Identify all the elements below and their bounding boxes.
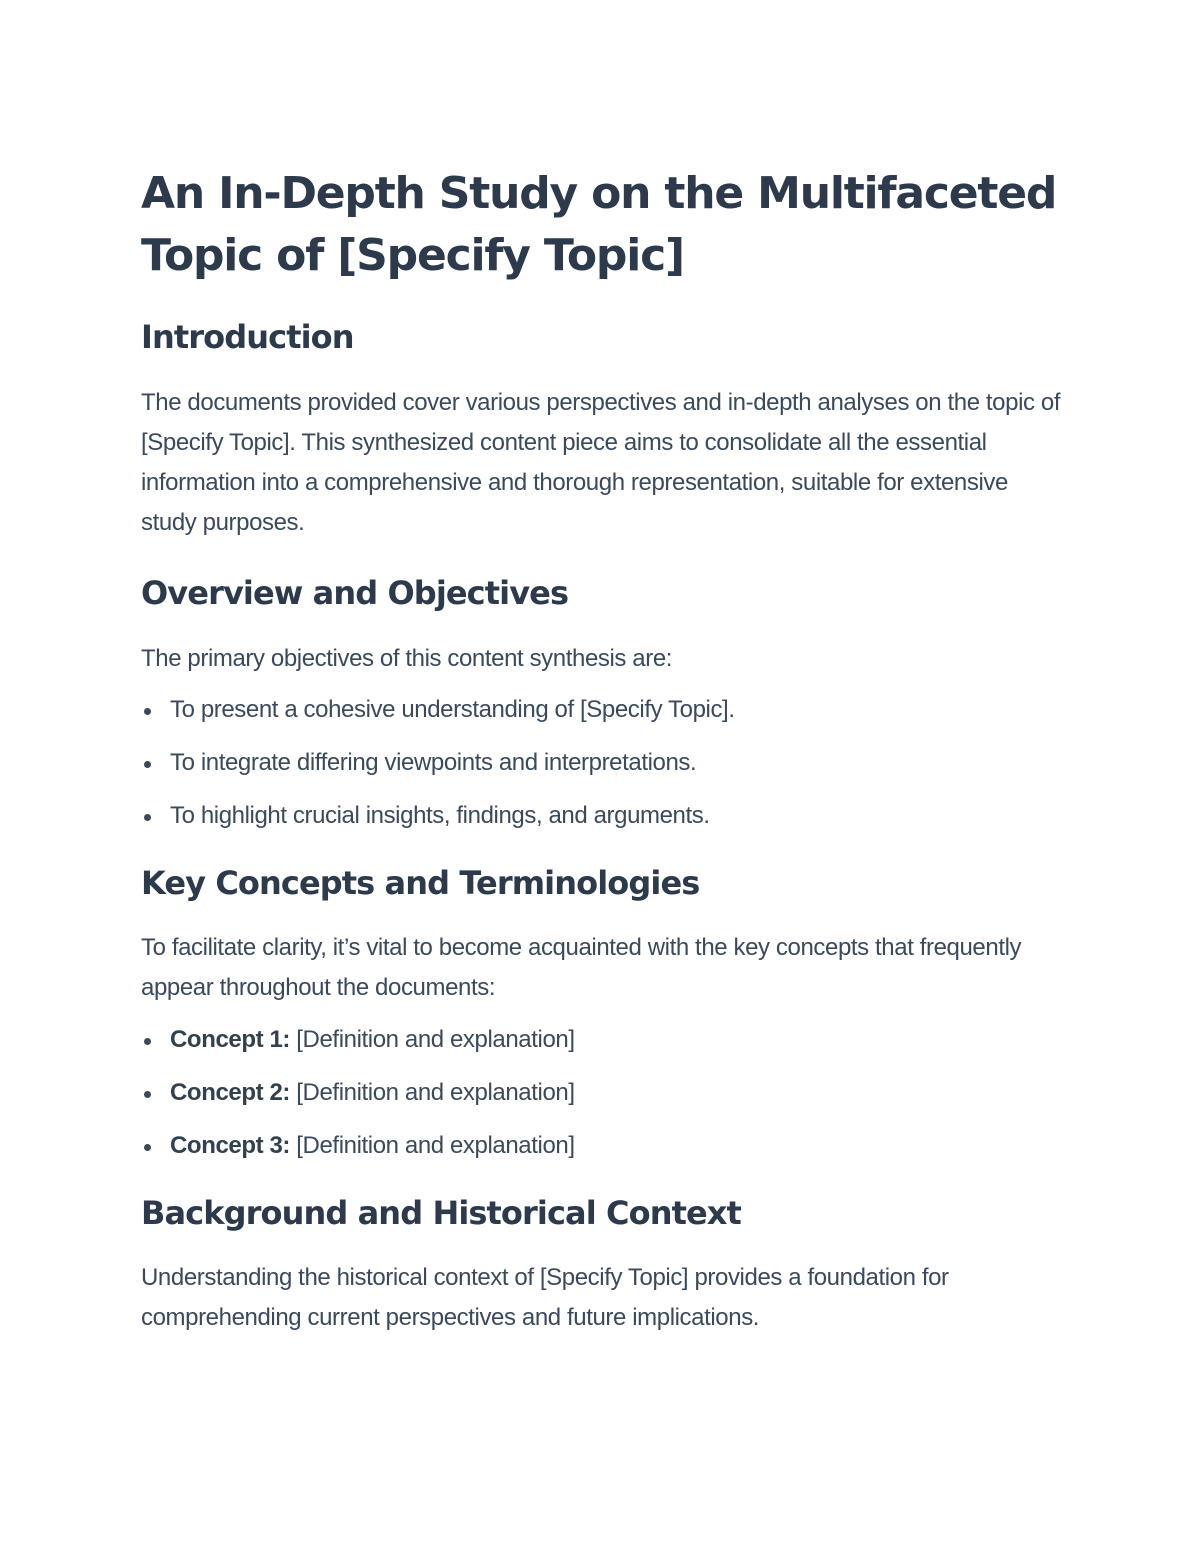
bullet-icon — [144, 814, 151, 821]
concepts-list — [141, 1024, 1061, 1162]
section-heading-overview: Overview and Objectives — [141, 574, 569, 612]
document-title: An In-Depth Study on the Multifaceted Topic of [Specify Topic] — [141, 168, 1057, 281]
concept-term: Concept 2: — [170, 1079, 297, 1106]
bullet-icon — [144, 1091, 151, 1098]
list-item-text: To integrate differing viewpoints and interpretations. — [170, 749, 697, 776]
list-item — [141, 694, 1061, 726]
list-item — [141, 800, 1061, 832]
background-paragraph: Understanding the historical context of [Specify Topic] provides a foundation for comprehending current perspectives and future implications. — [141, 1264, 949, 1331]
concept-term: Concept 3: — [170, 1132, 297, 1159]
list-item — [141, 1077, 1061, 1109]
list-item — [141, 1024, 1061, 1056]
bullet-icon — [144, 708, 151, 715]
section-heading-background: Background and Historical Context — [141, 1194, 741, 1232]
concept-definition: [Definition and explanation] — [296, 1079, 575, 1106]
section-heading-key-concepts: Key Concepts and Terminologies — [141, 864, 700, 902]
bullet-icon — [144, 1144, 151, 1151]
overview-paragraph: The primary objectives of this content synthesis are: — [141, 645, 673, 672]
introduction-paragraph: The documents provided cover various perspectives and in-depth analyses on the topic of [Specify Topic]. This synthesized content piece aims to consolidate all the essential information into a comprehensive and thorough representation, suitable for extensive study purposes. — [141, 389, 1061, 536]
list-item — [141, 1130, 1061, 1162]
concept-term: Concept 1: — [170, 1026, 297, 1053]
section-heading-introduction: Introduction — [141, 318, 354, 356]
list-item-text: To highlight crucial insights, findings, and arguments. — [170, 802, 710, 829]
list-item — [141, 747, 1061, 779]
concept-definition: [Definition and explanation] — [296, 1132, 575, 1159]
concept-definition: [Definition and explanation] — [296, 1026, 575, 1053]
objectives-list — [141, 694, 1061, 832]
document-page — [141, 163, 1061, 1338]
key-concepts-paragraph: To facilitate clarity, it’s vital to become acquainted with the key concepts that frequently appear throughout the documents: — [141, 934, 1022, 1001]
list-item-text: To present a cohesive understanding of [Specify Topic]. — [170, 696, 735, 723]
bullet-icon — [144, 1038, 151, 1045]
bullet-icon — [144, 761, 151, 768]
